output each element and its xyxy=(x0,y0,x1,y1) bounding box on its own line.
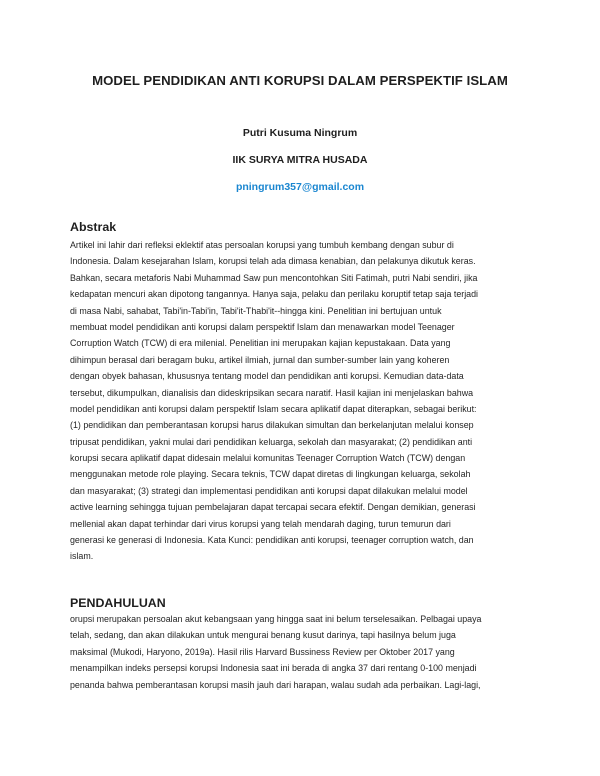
abstract-line: Artikel ini lahir dari refleksi eklektif atas persoalan korupsi yang tumbuh kembang dengan subur di xyxy=(70,240,454,250)
author-affiliation: IIK SURYA MITRA HUSADA xyxy=(232,154,368,166)
abstract-line: dihimpun berasal dari beragam buku, artikel ilmiah, jurnal dan sumber-sumber lain yang koheren xyxy=(70,354,450,365)
introduction-line: maksimal (Mukodi, Haryono, 2019a). Hasil rilis Harvard Bussiness Review per Oktober 2017 yang xyxy=(70,646,455,657)
introduction-line: penanda bahwa pemberantasan korupsi masih jauh dari harapan, walau sudah ada perbaikan. Lagi-lagi, xyxy=(70,679,481,690)
abstract-heading: Abstrak xyxy=(70,220,117,234)
abstract-line: menggunakan metode role playing. Secara teknis, TCW dapat diretas di lingkungan keluarga, sekolah xyxy=(70,469,471,480)
abstract-line: kedapatan mencuri akan dipotong tangannya. Hanya saja, pelaku dan perilaku koruptif tetap saja terjadi xyxy=(70,289,479,300)
abstract-line: membuat model pendidikan anti korupsi dalam perspektif Islam dan menawarkan model Teenager xyxy=(70,321,455,332)
abstract-line: tripusat pendidikan, yakni mulai dari pendidikan keluarga, sekolah dan masyarakat; (2) pendidikan anti xyxy=(70,436,473,447)
introduction-heading: PENDAHULUAN xyxy=(70,596,166,610)
introduction-line: telah, sedang, dan akan dilakukan untuk mengurai benang kusut darinya, tapi hasilnya belum juga xyxy=(70,630,456,641)
paper-title: MODEL PENDIDIKAN ANTI KORUPSI DALAM PERSPEKTIF ISLAM xyxy=(92,73,508,88)
introduction-line: orupsi merupakan persoalan akut kebangsaan yang hingga saat ini belum terselesaikan. Pelbagai upaya xyxy=(70,614,482,624)
abstract-line: model pendidikan anti korupsi dalam perspektif Islam secara aplikatif dapat diterapkan, sebagai berikut: xyxy=(70,403,477,414)
introduction-line: menampilkan indeks persepsi korupsi Indonesia saat ini berada di angka 37 dari rentang 0-100 menjadi xyxy=(70,663,477,674)
abstract-line: tersebut, dikumpulkan, dianalisis dan dideskripsikan secara naratif. Hasil kajian ini menjelaskan bahwa xyxy=(70,387,474,398)
abstract-line: korupsi secara aplikatif dapat didesain melalui komunitas Teenager Corruption Watch (TCW) dengan xyxy=(70,453,466,464)
author-email-link[interactable]: pningrum357@gmail.com xyxy=(235,181,365,193)
abstract-line: Indonesia. Dalam kesejarahan Islam, korupsi telah ada dimasa kenabian, dan pelakunya dikutuk keras. xyxy=(70,256,476,267)
author-name: Putri Kusuma Ningrum xyxy=(242,127,358,139)
abstract-line: Bahkan, secara metaforis Nabi Muhammad Saw pun mencontohkan Siti Fatimah, putri Nabi sendiri, jika xyxy=(70,272,478,283)
abstract-line: mellenial akan dapat terhindar dari virus korupsi yang telah mendarah daging, turun temurun dari xyxy=(70,518,451,529)
abstract-line: Corruption Watch (TCW) di era milenial. Penelitian ini merupakan kajian kepustakaan. Data yang xyxy=(70,338,451,349)
abstract-line: (1) pendidikan dan pemberantasan korupsi harus dilakukan simultan dan berkelanjutan melalui konsep xyxy=(70,420,474,431)
abstract-line: active learning sehingga tujuan pembelajaran dapat tercapai secara efektif. Dengan demikian, generasi xyxy=(70,502,476,513)
abstract-body xyxy=(70,237,530,565)
abstract-line: di masa Nabi, sahabat, Tabi'in-Tabi'in, Tabi'it-Thabi'it--hingga kini. Penelitian ini bertujuan untuk xyxy=(70,305,442,316)
abstract-line: dengan obyek bahasan, khususnya tentang model dan pendidikan anti korupsi. Kemudian data-data xyxy=(70,371,464,382)
introduction-body xyxy=(70,611,530,693)
abstract-line: dan masyarakat; (3) strategi dan implementasi pendidikan anti korupsi dapat dilakukan melalui model xyxy=(70,485,468,496)
abstract-line: generasi ke generasi di Indonesia. Kata Kunci: pendidikan anti korupsi, teenager corruption watch, dan xyxy=(70,535,474,546)
abstract-line: islam. xyxy=(70,551,94,562)
